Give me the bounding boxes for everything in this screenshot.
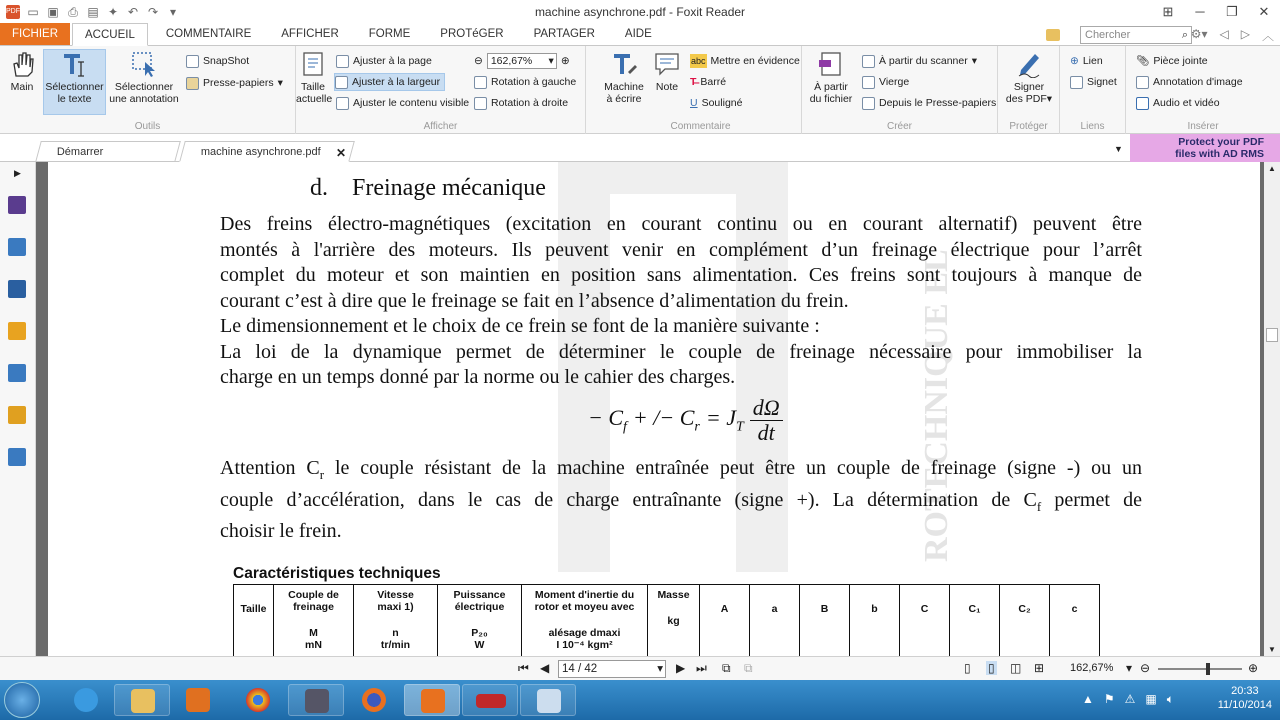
watermark-text: ROTECHNIQUE EL — [918, 249, 955, 562]
zoom-slider-handle[interactable] — [1206, 663, 1210, 675]
table-header-cell — [438, 585, 522, 657]
close-tab-icon[interactable]: ✕ — [336, 146, 347, 160]
fit-width-icon — [335, 76, 348, 89]
navigation-sidebar — [0, 162, 36, 656]
action-center-icon[interactable]: ⚑ — [1103, 692, 1115, 706]
continuous-facing-icon[interactable]: ⊞ — [1034, 661, 1045, 675]
group-inserer: 📎︎ Pièce jointe Annotation d'image Audio et vidéo Insérer — [1126, 46, 1280, 134]
layers-panel-icon[interactable] — [8, 280, 26, 298]
document-area — [36, 162, 1264, 656]
group-proteger: Signer des PDF▾ Protéger — [998, 46, 1060, 134]
highlight-icon: abc — [691, 56, 706, 66]
continuous-page-icon[interactable]: ▯ — [988, 661, 995, 675]
search-icon[interactable]: ⌕ — [1181, 29, 1188, 41]
table-header-cell — [234, 585, 274, 657]
image-icon — [1136, 76, 1149, 89]
tab-document[interactable]: machine asynchrone.pdf — [179, 141, 355, 162]
tab-aide[interactable]: AIDE — [624, 28, 652, 40]
scroll-down-icon[interactable]: ▼ — [1268, 645, 1276, 654]
blank-button[interactable]: Vierge — [862, 73, 909, 91]
rotate-right-button[interactable]: Rotation à droite — [474, 94, 568, 112]
blank-page-icon — [862, 76, 875, 89]
clipboard-icon — [862, 97, 875, 110]
next-view-icon[interactable]: ⧉ — [744, 661, 753, 675]
clock[interactable]: 20:33 11/10/2014 — [1217, 685, 1272, 711]
properties-icon[interactable]: ▤ — [87, 5, 99, 19]
table-header-line: rotor et moyeu avec — [534, 601, 635, 613]
next-page-icon[interactable]: ▶ — [676, 661, 686, 675]
table-header-line: C₁ — [968, 603, 981, 615]
customize-icon[interactable]: ▾ — [169, 5, 177, 19]
table-header-cell — [750, 585, 800, 657]
previous-view-icon[interactable]: ⧉ — [722, 661, 731, 675]
table-header-line: mN — [305, 639, 322, 651]
zoom-select[interactable]: 162,67% ▾ — [487, 53, 557, 69]
find-icon[interactable] — [1046, 29, 1060, 41]
specifications-table — [233, 584, 1100, 656]
foxit-logo-icon: PDF — [6, 5, 20, 19]
taskbar-app[interactable] — [288, 684, 344, 716]
ribbon — [0, 46, 1280, 134]
fit-visible-icon — [336, 97, 349, 110]
settings-icon[interactable]: ⚙▾ — [1190, 27, 1208, 41]
taskbar-media[interactable] — [170, 684, 226, 716]
taskbar-firefox[interactable] — [346, 684, 402, 716]
save-icon[interactable]: ▣ — [47, 5, 59, 19]
open-icon[interactable]: ▭ — [27, 5, 39, 19]
table-header-line: freinage — [293, 601, 334, 613]
globe-icon: ⊕ — [1070, 55, 1079, 67]
paragraph-4: Attention $C_r$ le couple résistant de la machine entraînée peut être un couple de freinage (signe -) ou un couple d’accélération, dans le cas de charge entraînante (signe +). La détermination de $C_f$ permet de choisir le frein. — [220, 457, 1143, 542]
typewriter-button[interactable]: Machine à écrire — [602, 50, 646, 105]
section-heading: d. Freinage mécanique — [310, 175, 546, 201]
table-header-line: A — [720, 603, 729, 615]
window-icon — [537, 689, 561, 713]
taskbar — [0, 680, 1280, 720]
fit-page-button[interactable]: Ajuster à la page — [336, 52, 432, 70]
taskbar-explorer[interactable] — [114, 684, 170, 716]
table-header-line: Couple de — [288, 589, 339, 601]
snapshot-button[interactable]: SnapShot — [186, 52, 249, 70]
security-panel-icon[interactable] — [8, 406, 26, 424]
table-header-line: Taille — [240, 603, 267, 615]
vertical-scrollbar[interactable] — [1264, 162, 1280, 656]
taskbar-meditel[interactable] — [462, 684, 518, 716]
rotate-left-button[interactable]: Rotation à gauche — [474, 73, 576, 91]
start-button[interactable] — [4, 682, 40, 718]
group-afficher: Taille actuelle Ajuster à la page Ajuster à la largeur Ajuster le contenu visible ⊖ 162,67% ▾ ⊕ Rotation à gauche Rotation à droite Afficher — [296, 46, 586, 134]
hand-icon — [8, 50, 36, 78]
document-tabs — [0, 134, 1280, 162]
chevron-down-icon: ▾ — [1046, 93, 1053, 105]
table-header-line: alésage dmaxi — [548, 627, 621, 639]
table-header-cell — [274, 585, 354, 657]
update-icon[interactable]: ⚠ — [1124, 692, 1136, 706]
table-header-line: électrique — [454, 601, 505, 613]
paragraph-3-line-2: charge en un temps donné par la norme ou le cahier des charges. — [220, 366, 736, 388]
braking-formula: − $C_f$ + /− $C_r$ = $J_T$ $\frac{d\Omega}{dt}$ — [588, 396, 783, 445]
table-header-line: B — [820, 603, 829, 615]
foxit-icon — [421, 689, 445, 713]
taskbar-foxit[interactable] — [404, 684, 460, 716]
table-header-cell — [354, 585, 438, 657]
actual-size-button[interactable]: Taille actuelle — [296, 50, 330, 105]
text-cursor-icon — [61, 50, 89, 78]
table-title: Caractéristiques techniques — [233, 565, 441, 582]
search-input[interactable]: Chercher ⌕ — [1080, 26, 1192, 44]
strikeout-button[interactable]: T̶ Barré — [690, 76, 727, 88]
taskbar-chrome[interactable] — [230, 684, 286, 716]
create-pdf-icon — [817, 50, 845, 78]
table-header-line: c — [1071, 603, 1078, 615]
table-header-line: P₂₀ — [471, 627, 488, 639]
network-icon[interactable]: ▦ — [1145, 692, 1157, 706]
table-header-line: kg — [667, 615, 680, 627]
camera-icon — [186, 55, 199, 68]
previous-page-icon[interactable]: ◀ — [540, 661, 550, 675]
note-icon — [653, 50, 681, 78]
system-tray — [1082, 692, 1174, 707]
video-icon — [1136, 97, 1149, 110]
table-header-line: tr/min — [380, 639, 411, 651]
table-header-line: n — [392, 627, 399, 639]
signatures-panel-icon[interactable] — [8, 448, 26, 466]
audio-video-button[interactable]: Audio et vidéo — [1136, 94, 1220, 112]
group-creer: À partir du fichier À partir du scanner ▾ Vierge Depuis le Presse-papiers Créer — [802, 46, 998, 134]
taskbar-ie[interactable] — [58, 684, 114, 716]
table-header-cell — [900, 585, 950, 657]
clipboard-icon — [186, 77, 199, 90]
tab-commentaire[interactable]: COMMENTAIRE — [165, 28, 252, 40]
underline-icon: U — [690, 97, 698, 109]
last-page-icon[interactable]: ⏭ — [696, 661, 707, 675]
bookmark-button[interactable]: Signet — [1070, 73, 1117, 91]
sign-pdf-button[interactable]: Signer des PDF▾ — [1002, 50, 1056, 105]
table-header-line: M — [309, 627, 318, 639]
page-icon — [299, 50, 327, 78]
redo-icon[interactable]: ↷ — [147, 5, 159, 19]
table-header-line: Moment d'inertie du — [534, 589, 635, 601]
fit-page-icon — [336, 55, 349, 68]
zoom-out-icon[interactable]: ⊖ — [474, 55, 483, 67]
ribbon-toggle-icon[interactable]: ⊞ — [1162, 4, 1174, 19]
from-scanner-button[interactable]: À partir du scanner ▾ — [862, 52, 977, 70]
underline-button[interactable]: U Souligné — [690, 97, 743, 109]
chevron-down-icon: ▾ — [277, 77, 283, 89]
table-header-line: I 10⁻⁴ kgm² — [556, 639, 613, 651]
tab-partager[interactable]: PARTAGER — [533, 28, 595, 40]
table-header-cell — [522, 585, 648, 657]
tab-fichier[interactable]: FICHIER — [0, 23, 70, 45]
select-annotation-icon — [130, 50, 158, 78]
table-header-line: C — [920, 603, 929, 615]
attachments-panel-icon[interactable] — [8, 364, 26, 382]
table-header-cell — [1050, 585, 1100, 657]
zoom-in-icon[interactable]: ⊕ — [1248, 661, 1259, 675]
paragraph-1: Des freins électro-magnétiques (excitation en courant continu ou en courant alternatif) peuvent être montés à l'arrière des moteurs. Ils peuvent venir en complément d’un freinage électrique pour l’arrêt complet du moteur et son maintien en position sans alimentation. Ces freins sont toujours à manque de courant c’est à dire que le freinage se fait en l’absence d’alimentation du frein. Le dimensionnement et le choix de ce frein se font de la manière suivante : La loi de la dynamique permet de déterminer le couple de freinage nécessaire pour immobiliser la charge en un temps donné par la norme ou le cahier des charges. — [220, 212, 1142, 391]
undo-icon[interactable]: ↶ — [127, 5, 139, 19]
status-bar — [0, 656, 1280, 680]
fit-visible-button[interactable]: Ajuster le contenu visible — [336, 94, 469, 112]
chrome-icon — [246, 688, 270, 712]
group-liens: ⊕ Lien Signet Liens — [1060, 46, 1126, 134]
table-header-cell — [800, 585, 850, 657]
first-page-icon[interactable]: ⏮ — [518, 661, 529, 675]
table-header-cell — [700, 585, 750, 657]
collapse-ribbon-icon[interactable]: ︿ — [1261, 29, 1274, 43]
rotate-left-icon — [474, 76, 487, 89]
title-bar — [0, 0, 1280, 24]
bookmark-icon — [1070, 76, 1083, 89]
tab-proteger[interactable]: PROTéGER — [440, 28, 504, 40]
note-button[interactable]: Note — [650, 50, 684, 93]
comments-panel-icon[interactable] — [8, 322, 26, 340]
typewriter-icon — [610, 50, 638, 78]
folder-icon — [131, 689, 155, 713]
scroll-up-icon[interactable]: ▲ — [1268, 164, 1276, 173]
zoom-dropdown-icon[interactable]: ▾ — [1126, 661, 1133, 675]
strikeout-icon: T̶ — [690, 76, 697, 88]
tab-demarrer[interactable]: Démarrer — [35, 141, 181, 162]
window-title: machine asynchrone.pdf - Foxit Reader — [534, 5, 746, 19]
table-header-line: Masse — [657, 589, 690, 601]
zoom-out-icon[interactable]: ⊖ — [1140, 661, 1151, 675]
table-header-line: Vitesse — [377, 589, 414, 601]
promo-banner[interactable]: Protect your PDF files with AD RMS — [1130, 134, 1280, 162]
page-number-input[interactable]: 14 / 42 ▾ — [558, 660, 666, 678]
restore-button[interactable]: ❐ — [1226, 4, 1238, 19]
select-text-button[interactable]: Sélectionner le texte — [43, 49, 106, 115]
chevron-down-icon: ▾ — [548, 55, 554, 67]
zoom-level: 162,67% — [1070, 662, 1114, 674]
table-header-cell — [1000, 585, 1050, 657]
group-outils: Main Sélectionner le texte Sélectionner une annotation SnapShot Presse-papiers ▾ Outils — [0, 46, 296, 134]
zoom-control — [474, 52, 570, 70]
tab-afficher[interactable]: AFFICHER — [281, 28, 339, 40]
group-commentaire: Machine à écrire Note abc Mettre en évidence T̶ Barré U Souligné Commentaire — [600, 46, 802, 134]
facing-page-icon[interactable]: ◫ — [1010, 661, 1022, 675]
volume-icon[interactable]: 🔈︎ — [1166, 692, 1174, 706]
table-header-line: C₂ — [1018, 603, 1031, 615]
hand-tool-button[interactable]: Main — [4, 50, 40, 93]
zoom-in-icon[interactable]: ⊕ — [560, 55, 570, 67]
tab-forme[interactable]: FORME — [368, 28, 411, 40]
chevron-down-icon: ▾ — [971, 55, 977, 67]
highlight-button[interactable]: abc Mettre en évidence — [691, 55, 800, 67]
image-annotation-button[interactable]: Annotation d'image — [1136, 73, 1243, 91]
table-header-line: a — [771, 603, 778, 615]
scroll-thumb[interactable] — [1266, 328, 1278, 342]
select-annotation-button[interactable]: Sélectionner une annotation — [108, 50, 180, 105]
expand-panel-icon[interactable]: ▶ — [14, 168, 21, 178]
rotate-right-icon — [474, 97, 487, 110]
paperclip-icon: 📎︎ — [1136, 55, 1150, 67]
zoom-slider[interactable] — [1158, 668, 1242, 670]
paragraph-2: Le dimensionnement et le choix de ce frein se font de la manière suivante : — [220, 315, 820, 337]
minimize-button[interactable]: ─ — [1195, 4, 1205, 19]
table-header-cell — [950, 585, 1000, 657]
app-icon — [305, 689, 329, 713]
tab-list-icon[interactable]: ▼ — [1114, 144, 1123, 154]
print-icon[interactable]: ⎙ — [68, 5, 78, 19]
link-button[interactable]: ⊕ Lien — [1070, 55, 1103, 67]
paragraph-3-line-1: La loi de la dynamique permet de déterminer le couple de freinage nécessaire pour immobiliser la — [220, 340, 1142, 363]
table-header-line: W — [474, 639, 485, 651]
pdf-page — [48, 162, 1260, 656]
from-clipboard-button[interactable]: Depuis le Presse-papiers — [862, 94, 996, 112]
taskbar-window[interactable] — [520, 684, 576, 716]
firefox-icon — [362, 688, 386, 712]
clipboard-button[interactable]: Presse-papiers ▾ — [186, 74, 283, 92]
chevron-down-icon: ▾ — [657, 663, 663, 675]
ie-icon — [74, 688, 98, 712]
table-header-line: Puissance — [453, 589, 506, 601]
single-page-icon[interactable]: ▯ — [964, 661, 971, 675]
bookmarks-panel-icon[interactable] — [8, 196, 26, 214]
tab-accueil[interactable]: ACCUEIL — [72, 23, 148, 46]
new-icon[interactable]: ✦ — [107, 5, 119, 19]
media-player-icon — [186, 688, 210, 712]
close-button[interactable]: ✕ — [1258, 4, 1270, 19]
pages-panel-icon[interactable] — [8, 238, 26, 256]
back-icon[interactable]: ◁ — [1219, 27, 1229, 41]
table-header-cell — [850, 585, 900, 657]
fit-width-button[interactable]: Ajuster à la largeur — [334, 73, 445, 91]
table-header-line: maxi 1) — [377, 601, 414, 613]
table-header-cell — [648, 585, 700, 657]
show-hidden-icon[interactable]: ▲ — [1082, 692, 1094, 706]
scanner-icon — [862, 55, 875, 68]
meditel-icon — [476, 694, 506, 708]
table-header-line: b — [871, 603, 878, 615]
from-file-button[interactable]: À partir du fichier — [808, 50, 854, 105]
attachment-button[interactable]: 📎︎ Pièce jointe — [1136, 55, 1208, 67]
pen-sign-icon — [1015, 50, 1043, 78]
forward-icon[interactable]: ▷ — [1240, 27, 1250, 41]
